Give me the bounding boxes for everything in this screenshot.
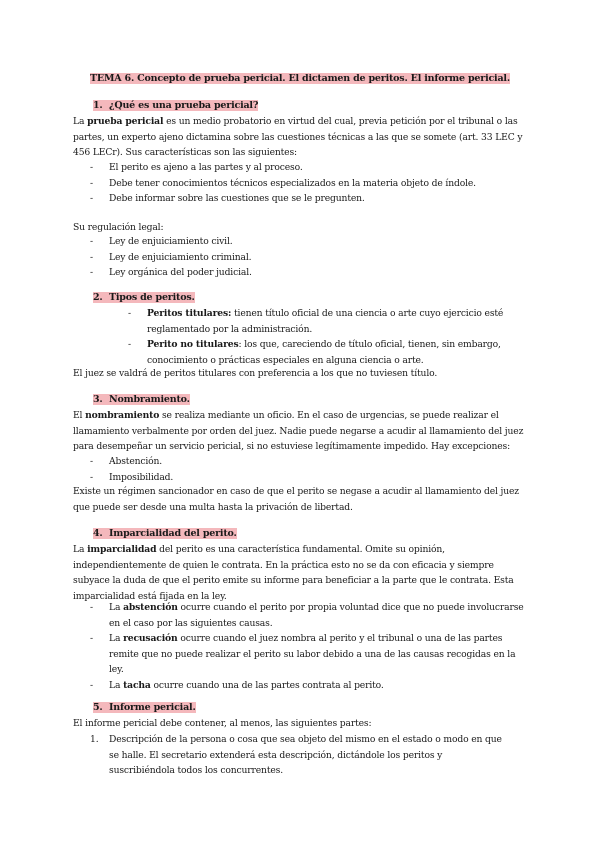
section-heading-5: 5. Informe pericial. (93, 702, 196, 713)
section-heading-3: 3. Nombramiento. (93, 394, 190, 405)
regulation-label: Su regulación legal: (73, 222, 164, 233)
list-item: - Abstención. (90, 456, 163, 467)
list-item: - Ley orgánica del poder judicial. (90, 267, 252, 278)
list-item: 1. Descripción de la persona o cosa que sea objeto del mismo en el estado o modo en que se halle. El secretario extenderá esta descripción, dictándole los peritos y suscribiéndola todos los concurrentes. (90, 734, 502, 776)
list-item: - Debe tener conocimientos técnicos especializados en la materia objeto de índole. (90, 177, 476, 189)
exceptions-list (90, 454, 530, 485)
list-item: - Perito no titulares: los que, careciendo de título oficial, tienen, sin embargo, conocimiento o prácticas especiales en alguna ciencia o arte. (128, 339, 501, 366)
list-item: - Ley de enjuiciamiento criminal. (90, 251, 252, 263)
list-item: - Peritos titulares: tienen título oficial de una ciencia o arte cuyo ejercicio esté reglamentado por la administración. (128, 308, 504, 335)
list-item: - La recusación ocurre cuando el juez nombra al perito y el tribunal o una de las partes remite que no puede realizar el perito su labor debido a una de las causas recogidas en la ley. (90, 633, 516, 675)
section-3-paragraph-2: Existe un régimen sancionador en caso de que el perito se negase a acudir al llamamiento del juez que puede ser desde una multa hasta la privación de libertad. (73, 486, 520, 513)
section-heading-4: 4. Imparcialidad del perito. (93, 528, 237, 539)
page-title: TEMA 6. Concepto de prueba pericial. El dictamen de peritos. El informe pericial. (90, 73, 510, 84)
section-3-paragraph: El nombramiento se realiza mediante un oficio. En el caso de urgencias, se puede realizar el llamamiento verbalmente por orden del juez. Nadie puede negarse a acudir al llamamiento del juez para desempeñar un servicio pericial, si no estuviese legítimamente impedido. Hay excepciones: (73, 410, 524, 452)
list-item: - Debe informar sobre las cuestiones que se le pregunten. (90, 193, 365, 204)
characteristics-list (90, 160, 530, 207)
section-2-paragraph: El juez se valdrá de peritos titulares con preferencia a los que no tuviesen título. (73, 368, 438, 379)
list-item: - La tacha ocurre cuando una de las partes contrata al perito. (90, 679, 384, 691)
list-item: - El perito es ajeno a las partes y al proceso. (90, 162, 303, 173)
report-parts-list (90, 732, 510, 779)
section-1-paragraph: La prueba pericial es un medio probatorio en virtud del cual, previa petición por el tribunal o las partes, un experto ajeno dictamina sobre las cuestiones técnicas a las que se somete (art. 33 LEC y 456 LECr). Sus características son las siguientes: (73, 116, 523, 158)
list-item: - Imposibilidad. (90, 471, 174, 483)
peritos-types-list (128, 306, 528, 368)
section-heading-2: 2. Tipos de peritos. (93, 292, 195, 303)
list-item: - La abstención ocurre cuando el perito por propia voluntad dice que no puede involucrarse en el caso por las siguientes causas. (90, 602, 524, 629)
section-4-paragraph: La imparcialidad del perito es una característica fundamental. Omite su opinión, independientemente de quien le contrata. En la práctica esto no se da con eficacia y siempre subyace la duda de que el perito emite su informe para beneficiar a la parte que le contrata. Esta imparcialidad está fijada en la ley. (73, 544, 514, 602)
section-5-paragraph: El informe pericial debe contener, al menos, las siguientes partes: (73, 718, 372, 729)
regulation-list (90, 234, 530, 281)
impartiality-list (90, 600, 530, 693)
section-heading-1: 1. ¿Qué es una prueba pericial? (93, 100, 259, 111)
list-item: - Ley de enjuiciamiento civil. (90, 236, 233, 247)
